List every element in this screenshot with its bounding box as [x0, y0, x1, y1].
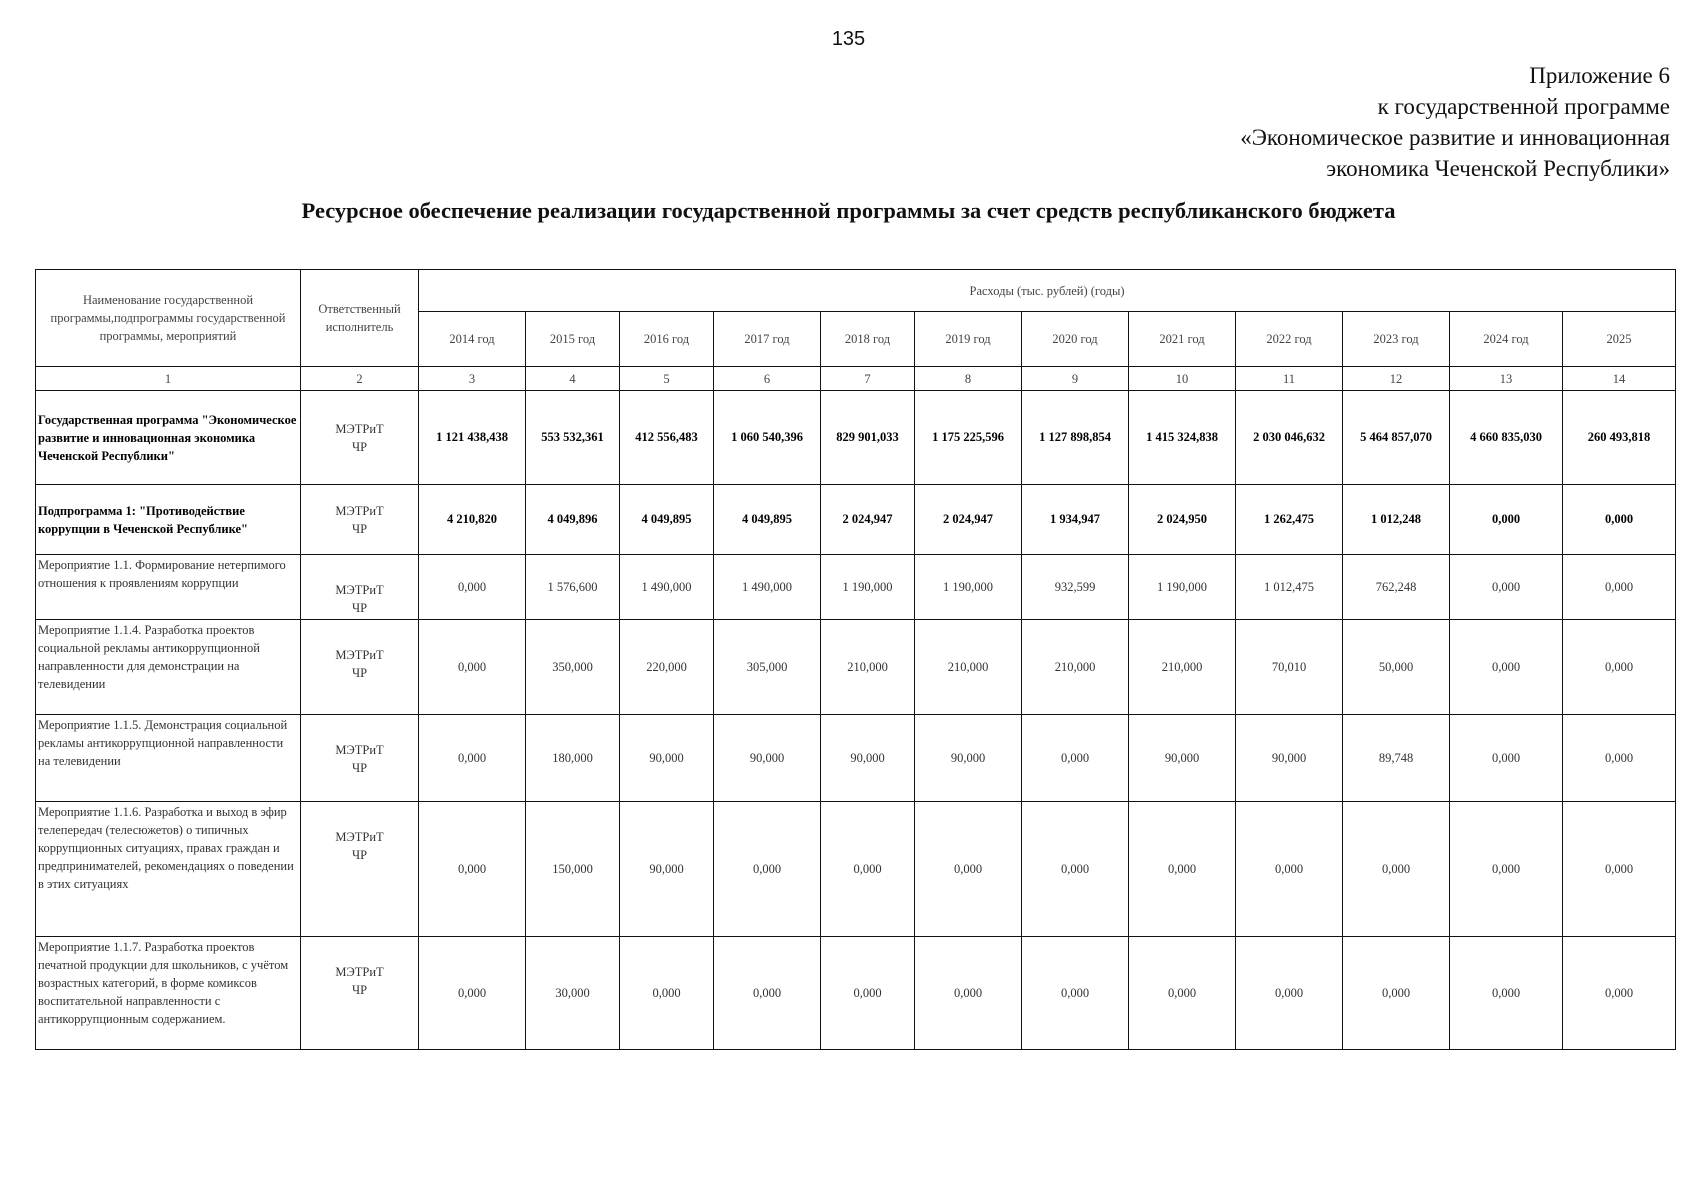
header-year: 2024 год — [1450, 312, 1563, 367]
value-cell: 2 030 046,632 — [1236, 391, 1343, 485]
value-cell: 5 464 857,070 — [1343, 391, 1450, 485]
value-cell: 0,000 — [915, 937, 1022, 1050]
executor-line: МЭТРиТ — [335, 743, 384, 757]
value-cell: 0,000 — [1022, 802, 1129, 937]
header-year: 2023 год — [1343, 312, 1450, 367]
value-cell: 412 556,483 — [620, 391, 714, 485]
value-cell: 2 024,947 — [915, 485, 1022, 555]
executor-line: ЧР — [351, 666, 368, 680]
value-cell: 0,000 — [714, 937, 821, 1050]
column-number: 3 — [419, 367, 526, 391]
value-cell: 50,000 — [1343, 620, 1450, 715]
value-cell: 0,000 — [1450, 802, 1563, 937]
value-cell: 1 490,000 — [620, 555, 714, 620]
column-number: 5 — [620, 367, 714, 391]
value-cell: 0,000 — [1563, 555, 1676, 620]
appendix-line: «Экономическое развитие и инновационная — [1240, 125, 1670, 150]
value-cell: 0,000 — [1236, 937, 1343, 1050]
budget-table — [35, 269, 1676, 1050]
row-executor — [301, 391, 419, 485]
value-cell: 0,000 — [1450, 715, 1563, 802]
row-executor — [301, 802, 419, 937]
value-cell: 89,748 — [1343, 715, 1450, 802]
value-cell: 210,000 — [1129, 620, 1236, 715]
value-cell: 2 024,950 — [1129, 485, 1236, 555]
table-row — [36, 555, 1676, 620]
value-cell: 0,000 — [419, 715, 526, 802]
page-number: 135 — [831, 28, 866, 50]
value-cell: 932,599 — [1022, 555, 1129, 620]
value-cell: 0,000 — [915, 802, 1022, 937]
header-year: 2018 год — [821, 312, 915, 367]
header-year: 2014 год — [419, 312, 526, 367]
value-cell: 1 576,600 — [526, 555, 620, 620]
value-cell: 1 060 540,396 — [714, 391, 821, 485]
row-executor — [301, 485, 419, 555]
column-number: 1 — [36, 367, 301, 391]
header-year: 2020 год — [1022, 312, 1129, 367]
value-cell: 90,000 — [620, 802, 714, 937]
value-cell: 4 049,896 — [526, 485, 620, 555]
value-cell: 0,000 — [1129, 802, 1236, 937]
row-name: Мероприятие 1.1.5. Демонстрация социальной рекламы антикоррупционной направленности на телевидении — [36, 715, 301, 802]
value-cell: 1 490,000 — [714, 555, 821, 620]
column-number: 11 — [1236, 367, 1343, 391]
value-cell: 90,000 — [1129, 715, 1236, 802]
column-number: 4 — [526, 367, 620, 391]
value-cell: 0,000 — [714, 802, 821, 937]
executor-line: МЭТРиТ — [335, 648, 384, 662]
column-number: 9 — [1022, 367, 1129, 391]
value-cell: 1 190,000 — [1129, 555, 1236, 620]
value-cell: 4 660 835,030 — [1450, 391, 1563, 485]
table-row — [36, 485, 1676, 555]
row-name: Мероприятие 1.1.4. Разработка проектов социальной рекламы антикоррупционной направленности для демонстрации на телевидении — [36, 620, 301, 715]
column-number: 7 — [821, 367, 915, 391]
column-number: 8 — [915, 367, 1022, 391]
value-cell: 1 190,000 — [821, 555, 915, 620]
value-cell: 0,000 — [1450, 485, 1563, 555]
value-cell: 210,000 — [1022, 620, 1129, 715]
appendix-line: экономика Чеченской Республики» — [1326, 156, 1670, 181]
executor-line: МЭТРиТ — [335, 421, 384, 436]
row-executor — [301, 620, 419, 715]
row-name: Государственная программа "Экономическое развитие и инновационная экономика Чеченской Республики" — [36, 391, 301, 485]
header-year: 2015 год — [526, 312, 620, 367]
value-cell: 1 012,475 — [1236, 555, 1343, 620]
value-cell: 4 049,895 — [714, 485, 821, 555]
value-cell: 2 024,947 — [821, 485, 915, 555]
table-row — [36, 715, 1676, 802]
value-cell: 0,000 — [419, 802, 526, 937]
header-year: 2019 год — [915, 312, 1022, 367]
value-cell: 220,000 — [620, 620, 714, 715]
row-name: Мероприятие 1.1.7. Разработка проектов печатной продукции для школьников, с учётом возрастных категорий, в форме комиксов воспитательной направленности с антикоррупционным содержанием. — [36, 937, 301, 1050]
value-cell: 1 415 324,838 — [1129, 391, 1236, 485]
document-title: Ресурсное обеспечение реализации государственной программы за счет средств республиканского бюджета — [301, 198, 1396, 223]
value-cell: 210,000 — [821, 620, 915, 715]
value-cell: 210,000 — [915, 620, 1022, 715]
value-cell: 90,000 — [1236, 715, 1343, 802]
value-cell: 70,010 — [1236, 620, 1343, 715]
value-cell: 1 934,947 — [1022, 485, 1129, 555]
column-number: 12 — [1343, 367, 1450, 391]
value-cell: 260 493,818 — [1563, 391, 1676, 485]
appendix-header — [1240, 60, 1670, 184]
column-number: 14 — [1563, 367, 1676, 391]
executor-line: ЧР — [351, 601, 368, 615]
value-cell: 0,000 — [1022, 937, 1129, 1050]
value-cell: 762,248 — [1343, 555, 1450, 620]
value-cell: 0,000 — [1022, 715, 1129, 802]
value-cell: 30,000 — [526, 937, 620, 1050]
executor-line: ЧР — [351, 848, 368, 862]
header-year: 2016 год — [620, 312, 714, 367]
value-cell: 0,000 — [1563, 937, 1676, 1050]
value-cell: 90,000 — [821, 715, 915, 802]
header-year: 2022 год — [1236, 312, 1343, 367]
value-cell: 90,000 — [714, 715, 821, 802]
value-cell: 150,000 — [526, 802, 620, 937]
value-cell: 553 532,361 — [526, 391, 620, 485]
value-cell: 0,000 — [1236, 802, 1343, 937]
appendix-line: к государственной программе — [1377, 94, 1670, 119]
header-expenses: Расходы (тыс. рублей) (годы) — [419, 270, 1676, 312]
value-cell: 90,000 — [915, 715, 1022, 802]
value-cell: 1 121 438,438 — [419, 391, 526, 485]
value-cell: 0,000 — [1343, 937, 1450, 1050]
value-cell: 0,000 — [1450, 620, 1563, 715]
table-row — [36, 391, 1676, 485]
header-name: Наименование государственной программы,подпрограммы государственной программы, мероприятий — [36, 270, 301, 367]
value-cell: 0,000 — [821, 802, 915, 937]
value-cell: 0,000 — [419, 620, 526, 715]
header-year: 2025 — [1563, 312, 1676, 367]
value-cell: 305,000 — [714, 620, 821, 715]
value-cell: 350,000 — [526, 620, 620, 715]
row-name: Мероприятие 1.1. Формирование нетерпимого отношения к проявлениям коррупции — [36, 555, 301, 620]
value-cell: 829 901,033 — [821, 391, 915, 485]
header-year: 2017 год — [714, 312, 821, 367]
value-cell: 1 012,248 — [1343, 485, 1450, 555]
executor-line: ЧР — [351, 761, 368, 775]
value-cell: 4 049,895 — [620, 485, 714, 555]
value-cell: 0,000 — [419, 937, 526, 1050]
value-cell: 0,000 — [1129, 937, 1236, 1050]
value-cell: 1 127 898,854 — [1022, 391, 1129, 485]
value-cell: 1 190,000 — [915, 555, 1022, 620]
header-year: 2021 год — [1129, 312, 1236, 367]
header-executor: Ответственный исполнитель — [301, 270, 419, 367]
row-name: Подпрограмма 1: "Противодействие коррупции в Чеченской Республике" — [36, 485, 301, 555]
table-row — [36, 620, 1676, 715]
value-cell: 0,000 — [1343, 802, 1450, 937]
column-number: 2 — [301, 367, 419, 391]
executor-line: ЧР — [351, 439, 368, 454]
executor-line: МЭТРиТ — [335, 503, 384, 518]
row-executor — [301, 555, 419, 620]
column-number: 6 — [714, 367, 821, 391]
value-cell: 1 262,475 — [1236, 485, 1343, 555]
value-cell: 0,000 — [1563, 485, 1676, 555]
executor-line: ЧР — [351, 983, 368, 997]
row-executor — [301, 715, 419, 802]
value-cell: 180,000 — [526, 715, 620, 802]
row-name: Мероприятие 1.1.6. Разработка и выход в эфир телепередач (телесюжетов) о типичных коррупционных ситуациях, правах граждан и предпринимателей, рекомендациях о поведении в этих ситуациях — [36, 802, 301, 937]
executor-line: ЧР — [351, 521, 368, 536]
column-number: 13 — [1450, 367, 1563, 391]
value-cell: 90,000 — [620, 715, 714, 802]
table-row — [36, 937, 1676, 1050]
value-cell: 0,000 — [1450, 555, 1563, 620]
value-cell: 0,000 — [419, 555, 526, 620]
value-cell: 4 210,820 — [419, 485, 526, 555]
value-cell: 0,000 — [821, 937, 915, 1050]
column-number: 10 — [1129, 367, 1236, 391]
executor-line: МЭТРиТ — [335, 583, 384, 597]
value-cell: 0,000 — [1450, 937, 1563, 1050]
value-cell: 0,000 — [1563, 802, 1676, 937]
table-row — [36, 802, 1676, 937]
row-executor — [301, 937, 419, 1050]
value-cell: 1 175 225,596 — [915, 391, 1022, 485]
appendix-line: Приложение 6 — [1529, 63, 1670, 88]
value-cell: 0,000 — [1563, 620, 1676, 715]
executor-line: МЭТРиТ — [335, 830, 384, 844]
value-cell: 0,000 — [620, 937, 714, 1050]
executor-line: МЭТРиТ — [335, 965, 384, 979]
value-cell: 0,000 — [1563, 715, 1676, 802]
